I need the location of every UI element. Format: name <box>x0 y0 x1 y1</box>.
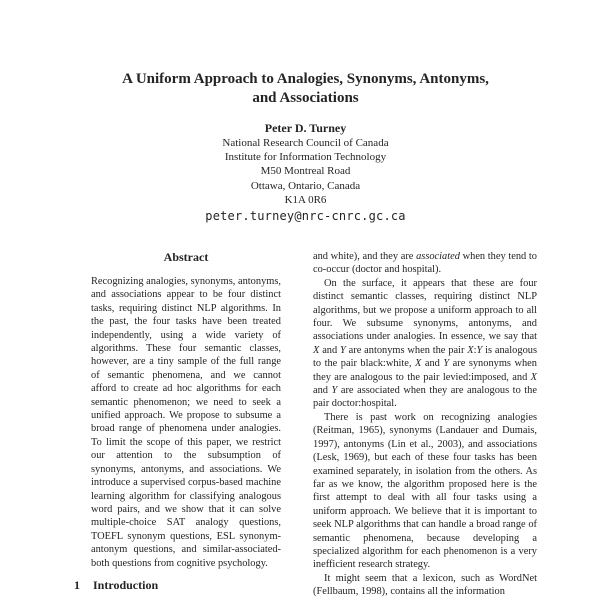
section-1-title: Introduction <box>93 577 159 592</box>
left-column <box>74 250 297 593</box>
author-name: Peter D. Turney <box>264 121 347 135</box>
paper-header <box>74 70 537 223</box>
affiliation-line-4: Ottawa, Ontario, Canada <box>250 179 361 192</box>
right-paragraph-4: It might seem that a lexicon, such as WordNet (Fellbaum, 1998), contains all the information <box>313 572 537 598</box>
affiliation-line-5: K1A 0R6 <box>284 193 327 206</box>
author-email: peter.turney@nrc-cnrc.gc.ca <box>205 209 406 224</box>
affiliation-line-3: M50 Montreal Road <box>260 165 351 178</box>
right-column <box>313 250 537 599</box>
section-1-heading <box>74 578 297 593</box>
right-paragraph-2: On the surface, it appears that these are four distinct semantic classes, requiring distinct NLP algorithms, but we propose a uniform approach to all four. We subsume synonyms, antonyms, and associations under analogies. In essence, we say that X and Y are antonyms when the pair X:Y is analogous to the pair black:white, X and Y are synonyms when they are analogous to the pair levied:imposed, and X and Y are associated when they are analogous to the pair doctor:hospital. <box>313 277 538 410</box>
paper-title-line-1: A Uniform Approach to Analogies, Synonyms, Antonyms, <box>122 71 489 87</box>
affiliation-line-1: National Research Council of Canada <box>222 137 389 149</box>
right-paragraph-1: and white), and they are associated when they tend to co-occur (doctor and hospital). <box>313 251 537 276</box>
affiliation-line-2: Institute for Information Technology <box>224 151 387 164</box>
section-1-number: 1 <box>74 577 80 592</box>
abstract-text: Recognizing analogies, synonyms, antonyms, and associations appear to be four distinct tasks, requiring distinct NLP algorithms. In the past, the four tasks have been treated independently, using a wide variety of algorithms. These four semantic classes, however, are a tiny sample of the full range of semantic phenomena, and we cannot afford to create ad hoc algorithms for each semantic phenomenon; we need to seek a unified approach. We propose to subsume a broad range of phenomena under analogies. To limit the scope of this paper, we restrict our attention to the subsumption of synonyms, antonyms, and associations. We introduce a supervised corpus-based machine learning algorithm for classifying analogous word pairs, and we show that it can solve multiple-choice SAT analogy questions, TOEFL synonym questions, ESL synonym-antonym questions, and similar-associated-both questions from cognitive psychology. <box>91 276 281 569</box>
paper-title-line-2: and Associations <box>252 89 359 106</box>
abstract-heading: Abstract <box>163 250 209 264</box>
right-paragraph-3: There is past work on recognizing analogies (Reitman, 1965), synonyms (Landauer and Dumais, 1997), antonyms (Lin et al., 2003), and associations (Lesk, 1969), but each of these four tasks has been examined separately, in isolation from the others. As far as we know, the algorithm proposed here is the first attempt to deal with all four tasks using a uniform approach. We believe that it is important to seek NLP algorithms that can handle a broad range of semantic phenomena, because developing a specialized algorithm for each phenomenon is a very inefficient research strategy. <box>313 411 537 571</box>
